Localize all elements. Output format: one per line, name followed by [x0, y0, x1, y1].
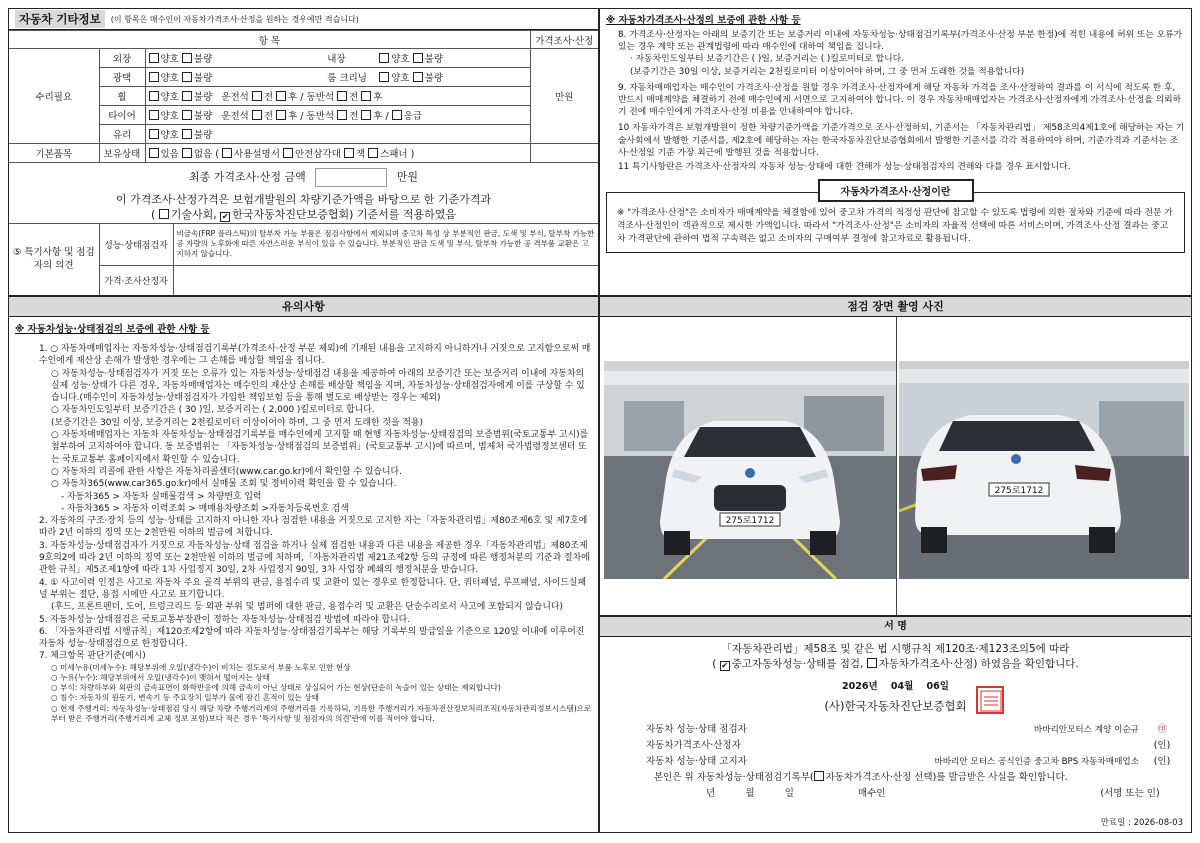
checkbox[interactable]	[276, 91, 286, 101]
front-plate: 275로1712	[725, 516, 775, 526]
opt-label: 불량	[193, 111, 213, 122]
opt-label: 후 / 동반석	[288, 111, 335, 122]
row-checks	[145, 68, 530, 87]
basic-checks	[145, 144, 530, 163]
signer-row	[606, 754, 1185, 770]
front-car-photo	[604, 361, 896, 579]
org-seal	[976, 686, 1004, 714]
final-price-label: 최종 가격조사·산정 금액	[188, 170, 306, 184]
inspector-label: 성능·상태점검자	[99, 223, 173, 265]
buyer-date: 년 월 일	[706, 788, 794, 799]
opt-label: 후 /	[373, 111, 389, 122]
rear-car-photo	[899, 361, 1189, 579]
notice-title: 유의사항	[9, 297, 598, 317]
buyer-text2: 자동차가격조사·산정 선택)를 발급받은 사실을 확인합니다.	[825, 772, 1068, 783]
checkbox[interactable]	[276, 110, 286, 120]
inspector-text: 비금속(FRP 플라스틱)의 탈부착 가능 부품은 점검사항에서 제외되며 중고차 특성 상 부분적인 판금, 도색 및 부식, 탈부착 가능한 공 자량의 노후화에 따른 자연스러운 부식이 있을 수 있습니다. 부분적인 판금 도색 및 부식, 탈부착 가능한 공 격부품 교환은 고지하지 않습니다.	[173, 223, 598, 265]
checkbox[interactable]	[344, 148, 354, 158]
item-8b: · 자동차인도일부터 보증기간은 ( )일, 보증거리는 ( )킬로미터로 합니다.	[630, 54, 904, 65]
rear-car-image	[899, 361, 1189, 579]
notice-heading: ※ 자동차성능·상태점검의 보증에 관한 사항 등	[15, 324, 210, 335]
law-opt2: 자동차가격조사·산정) 하였음을 확인합니다.	[878, 658, 1079, 670]
basis-opt1: 기술사회,	[170, 208, 221, 221]
basis-line1: 이 가격조사·산정가격은 보험개발원의 차량기준가액을 바탕으로 한 기준가격과	[115, 193, 492, 206]
opt-label: 운전석	[221, 111, 249, 122]
notice-item: 2. 자동차의 구조·장치 등의 성능·상태를 고지하지 아니한 자나 점검한 내용을 거짓으로 고지한 자는「자동차관리법」제80조제6호 및 제7호에 따라 2년 이하의 징역 또는 2천만원 이하의 벌금에 처합니다.	[39, 516, 588, 539]
opt-label: 양호	[160, 130, 179, 141]
checkbox[interactable]	[182, 53, 192, 63]
opt-label: 사용설명서	[234, 149, 280, 160]
notice-item: ○ 자동차매매업자는 자동차 자동차성능·상태점검기록부를 매수인에게 고지할 때 현행 자동차성능·상태점검의 보증범위(국토교통부 고시)를 첨부하여 고지하여야 합니다. 동 보증범위는 「자동차성능·상태점검의 보증범위」(국토교통부 고시)에 따르며, 범제처 국가법령정보센터 또는 국토교통부 홈페이지에서 확인할 수 있습니다.	[51, 430, 589, 465]
checkbox[interactable]	[392, 110, 402, 120]
checkbox[interactable]	[182, 148, 192, 158]
row-name: 타이어	[99, 106, 145, 125]
price-unit: 만원	[530, 49, 598, 144]
opt-label: 불량	[193, 130, 213, 141]
checkbox[interactable]	[182, 91, 192, 101]
opt-label: 불량	[193, 92, 213, 103]
item-8c: (보증기간은 30일 이상, 보증거리는 2천킬로미터 이상이어야 하며, 그 중 먼저 도래한 것을 적용합니다)	[630, 66, 1025, 77]
etc-title: 자동차 기타정보	[15, 10, 105, 28]
checkbox[interactable]	[182, 129, 192, 139]
signer-label: 자동차 성능·상태 점검자	[646, 724, 747, 735]
final-price-input[interactable]	[315, 168, 387, 187]
row-checks	[145, 49, 530, 68]
signer-name	[858, 738, 1139, 754]
appraiser-label: 가격·조사산정자	[99, 265, 173, 295]
opt-label: 양호	[160, 54, 179, 65]
checkbox[interactable]	[361, 110, 371, 120]
signer-name: 바바리안모터스 계양 이순규	[1033, 725, 1139, 735]
basis-text	[9, 192, 598, 222]
signer-mark: (인)	[1153, 756, 1171, 767]
notice-item: 5. 자동차성능·상태점검은 국토교통부장관이 정하는 자동차성능·상태점검 방법에 따라야 합니다.	[39, 614, 411, 625]
sign-title: 서 명	[600, 617, 1191, 637]
signer-name: 바바리안 모터스 공식인증 중고차 BPS 자동차매매업소	[934, 757, 1139, 767]
basic-label: 기본품목	[9, 144, 99, 163]
checkbox[interactable]	[337, 110, 347, 120]
col-price: 가격조사·산정	[530, 31, 598, 49]
opt-label: 잭	[355, 149, 366, 160]
item-11: 11 특기사항란은 가격조사·산정자의 자동차 성능·상태에 대한 견해가 성능·상태점검자의 견해와 다를 경우 표시합니다.	[618, 162, 1071, 173]
date-day: 06일	[926, 681, 949, 692]
etc-panel	[8, 8, 599, 296]
row-checks	[145, 125, 530, 144]
item-10: 10 자동차가격은 보험개발원이 정한 차량기준가액을 기준가격으로 조사·산정하되, 기준서는 「자동차관리법」 제58조의4제1호에 해당하는 자는 기술사회에서 발행한 기준서를, 제2호에 해당하는 자는 한국자동차진단보증협회에서 발행한 기준서를 각각 적용하여야 하며, 기준가격과 기준서는 조사·산정일 기준 가장 최근에 발행된 것을 적용합니다.	[618, 123, 1185, 158]
checkbox[interactable]	[149, 129, 159, 139]
checkbox[interactable]	[379, 53, 389, 63]
checkbox[interactable]	[149, 91, 159, 101]
checkbox-buyer-appraisal[interactable]	[814, 771, 824, 781]
opt-label: 운전석	[221, 92, 249, 103]
opt-label: 불량	[193, 54, 213, 65]
criteria-item: ○ 부식: 차량하부와 외판의 금속표면이 화학반응에 의해 금속이 아닌 상태로 상실되어 가는 현상(단순히 녹슬어 있는 상태는 제외합니다)	[51, 683, 501, 693]
sign-panel	[599, 616, 1192, 833]
checkbox[interactable]	[379, 72, 389, 82]
criteria-item: ○ 미세누유(미세누수): 해당부위에 오일(냉각수)이 비치는 정도로서 부품 노후로 인한 현상	[51, 662, 351, 672]
opt-label: 불량	[424, 73, 443, 84]
checkbox[interactable]	[413, 53, 423, 63]
org-name: (사)한국자동차진단보증협회	[824, 699, 967, 713]
opt-label: 전	[263, 92, 274, 103]
row-name: 룸 크리닝	[327, 73, 367, 84]
buyer-label: 매수인	[858, 788, 886, 799]
opt-label: 전	[263, 111, 274, 122]
checkbox-kaa[interactable]	[220, 212, 230, 222]
opt-label: 후 / 동반석	[288, 92, 335, 103]
notice-item: 7. 체크항목 판단기준(예시)	[39, 651, 146, 662]
special-table	[9, 223, 598, 296]
buyer-text1: 본인은 위 자동차성능·상태점검기록부(	[654, 772, 814, 783]
opt-label: 불량	[193, 73, 213, 84]
checkbox-inspection[interactable]	[720, 661, 730, 671]
opt-label: 양호	[391, 73, 410, 84]
signer-mark: (인)	[1153, 740, 1171, 751]
row-name: 광택	[99, 68, 145, 87]
checkbox[interactable]	[252, 110, 262, 120]
photo-panel	[599, 296, 1192, 616]
rear-plate: 275로1712	[994, 486, 1044, 496]
etc-title-note: (이 항목은 매수인이 자동차가격조사·산정을 원하는 경우에만 적습니다)	[110, 14, 359, 24]
signer-row	[606, 722, 1185, 738]
checkbox[interactable]	[252, 91, 262, 101]
item-9: 9. 자동차매매업자는 매수인이 가격조사·산정을 원할 경우 가격조사·산정자에게 해당 자동차 가격을 조사·산정하여 결과를 이 서식에 적도록 한 후, 반드시 매매계약을 체결하기 전에 매수인에게 서면으로 고지하여야 합니다. 이 경우 자동차매매업자는 가격조사·산정자에게 가격조사·산정을 의뢰하기 전에 매수인에게 가격조사·산정 비용을 안내하여야 합니다.	[618, 82, 1182, 118]
notice-item: ○ 자동차365(www.car365.go.kr)에서 실매물 조회 및 정비이력 확인을 할 수 있습니다.	[51, 479, 397, 490]
buyer-row	[606, 786, 1185, 802]
notice-item: 1. ○ 자동차매매업자는 자동차성능·상태점검기록부(가격조사·산정 부분 제외)에 기재된 내용을 고지하지 아니하거나 거짓으로 고지함으로써 매수인에게 재산상 손해가 발생한 경우에는 그 손해를 배상할 책임을 집니다.	[39, 344, 591, 367]
buyer-sign: (서명 또는 인)	[1100, 788, 1160, 799]
final-price-unit: 만원	[396, 170, 418, 184]
criteria-item: ○ 침수: 자동차의 원동기, 변속기 등 주요장치 일부가 물에 잠긴 흔적이 있는 상태	[51, 693, 319, 703]
signer-row	[606, 738, 1185, 754]
col-item: 항 목	[9, 31, 530, 49]
row-checks	[145, 87, 530, 106]
basis-line2	[9, 207, 598, 222]
notice-panel	[8, 296, 599, 833]
basis-opt2: 한국자동차진단보증협회) 기준서를 적용하였음	[232, 208, 457, 221]
checkbox[interactable]	[182, 110, 192, 120]
expiry-date: 만료일 : 2026-08-03	[1100, 818, 1183, 828]
notice-item: ○ 자동차인도일부터 보증기간은 ( 30 )일, 보증거리는 ( 2,000 )킬로미터로 합니다.	[51, 405, 375, 416]
special-label: ⑤ 특기사항 및 점검자의 의견	[9, 223, 99, 295]
notice-item: ○ 자동차성능·상태점검자가 거짓 또는 오류가 있는 자동차성능·상태점검 내용을 제공하여 아래의 보증기간 또는 보증거리 이내에 자동차의 실제 성능·상태가 다른 경우, 자동차매매업자는 매수인의 재산상 손해를 배상할 책임을 지며, 자동차성능·상태점검자에게 이를 구상할 수 있습니다.(매수인이 자동차성능·상태점검자가 가입한 책임보험 등을 통해 별도로 배상받는 경우는 제외)	[51, 368, 585, 404]
signer-mark: ㊞	[1157, 724, 1167, 735]
opt-label: 양호	[160, 73, 179, 84]
opt-label: 안전삼각대	[294, 149, 341, 160]
notice-item: ○ 자동차의 리콜에 관한 사항은 자동차리콜센터(www.car.go.kr)에서 확인할 수 있습니다.	[51, 466, 402, 477]
signer-label: 자동차 성능·상태 고지자	[646, 756, 747, 767]
criteria-item: ○ 누유(누수): 해당부위에서 오일(냉각수)이 맺혀서 떨어지는 상태	[51, 672, 270, 682]
opt-label: 있음	[160, 149, 179, 160]
appraiser-text	[173, 265, 598, 295]
checkbox[interactable]	[413, 72, 423, 82]
etc-title-bar	[9, 9, 598, 30]
date-year: 2026년	[842, 681, 878, 692]
basis-paren: (	[150, 208, 159, 221]
item-8: 8. 가격조사·산정자는 아래의 보증기간 또는 보증거리 이내에 자동차성능·상태점검기록부(가격조사·산정 부분 한정)에 적힌 내용에 허위 또는 오류가 있는 경우 계약 또는 관계법령에 따라 매수인에 대하여 책임을 집니다.	[618, 30, 1183, 53]
photo-divider	[896, 317, 897, 615]
buyer-confirm	[606, 770, 1185, 786]
date-month: 04월	[890, 681, 914, 692]
opt-label: 없음	[193, 149, 213, 160]
notice-item: - 자동차365 > 자동차 실매물검색 > 차량번호 입력	[61, 491, 262, 502]
photo-title: 점검 장면 촬영 사진	[600, 297, 1191, 317]
notice-item: 6. 「자동차관리법 시행규칙」제120조제2항에 따라 자동차성능·상태점검기록부는 해당 기록부의 발급일을 기준으로 120일 이내에 이루어진 자동차 성능·상태점검으로 한정합니다.	[39, 626, 585, 650]
checkbox-tech-society[interactable]	[159, 209, 169, 219]
notice-item: (보증기간은 30일 이상, 보증거리는 2천킬로미터 이상이어야 하며, 그 중 먼저 도래한 것을 적용)	[51, 417, 423, 428]
notice-item: 3. 자동차성능·상태점검자가 거짓으로 자동차성능·상태 점검을 하거나 실제 점검한 내용과 다른 내용을 제공한 경우「자동차관리법」제80조제9호의2에 따라 2년 이하의 징역 또는 2천만원 이하의 벌금에 처하며,「자동차관리법 제21조제2항 등의 규정에 따른 행정처분의 기준과 절차에 관한 규칙」제5조제1항에 따라 1차 사업정지 30일, 2차 사업정지 90일, 3차 사업장 폐쇄의 행정처분을 받습니다.	[39, 540, 590, 576]
final-price-row	[9, 168, 598, 187]
checkbox[interactable]	[361, 91, 371, 101]
law-paren: (	[712, 658, 720, 670]
row-name: 휠	[99, 87, 145, 106]
opt-label: 전	[349, 92, 359, 103]
opt-label: 불량	[424, 54, 443, 65]
opt-label: 양호	[160, 111, 179, 122]
appraisal-box: ※ "가격조사·산정"은 소비자가 매매계약을 체결함에 있어 중고차 가격의 적정성 판단에 참고할 수 있도록 법령에 의한 절차와 기준에 따라 전문 가격조사·산정인이 객관적으로 제시한 가액입니다. 따라서 "가격조사·산정"은 소비자의 자율적 선택에 따른 서비스이며, 가격조사·산정 결과는 중고차 가격판단에 관하여 법적 구속력은 없고 소비자의 구매여부 결정에 참고자료로 활용됩니다.	[606, 192, 1185, 253]
row-checks	[145, 106, 530, 125]
checkbox[interactable]	[149, 53, 159, 63]
signer-label: 자동차가격조사·산정자	[646, 740, 741, 751]
notice-item: 4. ① 사고이력 인정은 사고로 자동차 주요 골격 부위의 판금, 용접수리 및 교환이 있는 경우로 한정합니다. 단, 쿼터패널, 루프패널, 사이드실패널 부위는 절단, 용접 시에만 사고로 표기합니다.	[39, 577, 587, 600]
checkbox-appraisal[interactable]	[867, 658, 877, 668]
opt-label: 후	[373, 92, 383, 103]
criteria-item: ○ 현재 주행거리: 자동차성능·상태점검 당시 해당 차량 주행거리계의 주행거리를 기록하되, 기록한 주행거리가 자동차전산정보처리조직(자동차관리정보시스템)으로부터 받은 주행거리(주행거리계 교체 정보 포함)보다 적은 경우 '특기사항 및 점검자의 의견'란에 이를 적어야 합니다.	[51, 703, 592, 723]
law-line2	[600, 657, 1191, 672]
front-car-image	[604, 361, 896, 579]
opt-label: 스패너 )	[380, 149, 415, 160]
seal-icon	[980, 690, 1002, 712]
notice-item: (후드, 프론트펜더, 도어, 트렁크리드 등 외판 부위 및 범퍼에 대한 판금, 용접수리 및 교환은 단순수리로서 사고에 포함되지 않습니다)	[51, 602, 563, 613]
guarantee-heading: ※ 자동차가격조사·산정의 보증에 관한 사항 등	[606, 15, 801, 26]
checkbox[interactable]	[149, 72, 159, 82]
law-opt1: 중고자동차성능·상태를 점검,	[731, 658, 867, 670]
checkbox[interactable]	[222, 148, 232, 158]
checkbox[interactable]	[283, 148, 293, 158]
opt-label: (	[215, 149, 223, 160]
row-name: 보유상태	[99, 144, 145, 163]
checkbox[interactable]	[368, 148, 378, 158]
law-line1: 「자동차관리법」제58조 및 같은 법 시행규칙 제120조·제123조의5에 따라	[721, 643, 1070, 655]
opt-label: 전	[349, 111, 359, 122]
checkbox[interactable]	[182, 72, 192, 82]
notice-item: - 자동차365 > 자동차 이력조회 > 매매용차량조회 >자동차등록번호 검색	[61, 503, 349, 514]
etc-table	[9, 30, 598, 163]
checkbox[interactable]	[149, 148, 159, 158]
sign-date	[600, 678, 1191, 692]
opt-label: 응급	[403, 111, 423, 122]
row-name: 외장	[99, 49, 145, 68]
opt-label: 양호	[391, 54, 410, 65]
row-name: 내장	[327, 54, 346, 65]
row-name: 유리	[99, 125, 145, 144]
opt-label: 양호	[160, 92, 179, 103]
checkbox[interactable]	[149, 110, 159, 120]
appraisal-box-title: 자동차가격조사·산정이란	[818, 179, 974, 202]
guarantee-panel	[599, 8, 1192, 296]
checkbox[interactable]	[337, 91, 347, 101]
repair-label: 수리필요	[9, 49, 99, 144]
